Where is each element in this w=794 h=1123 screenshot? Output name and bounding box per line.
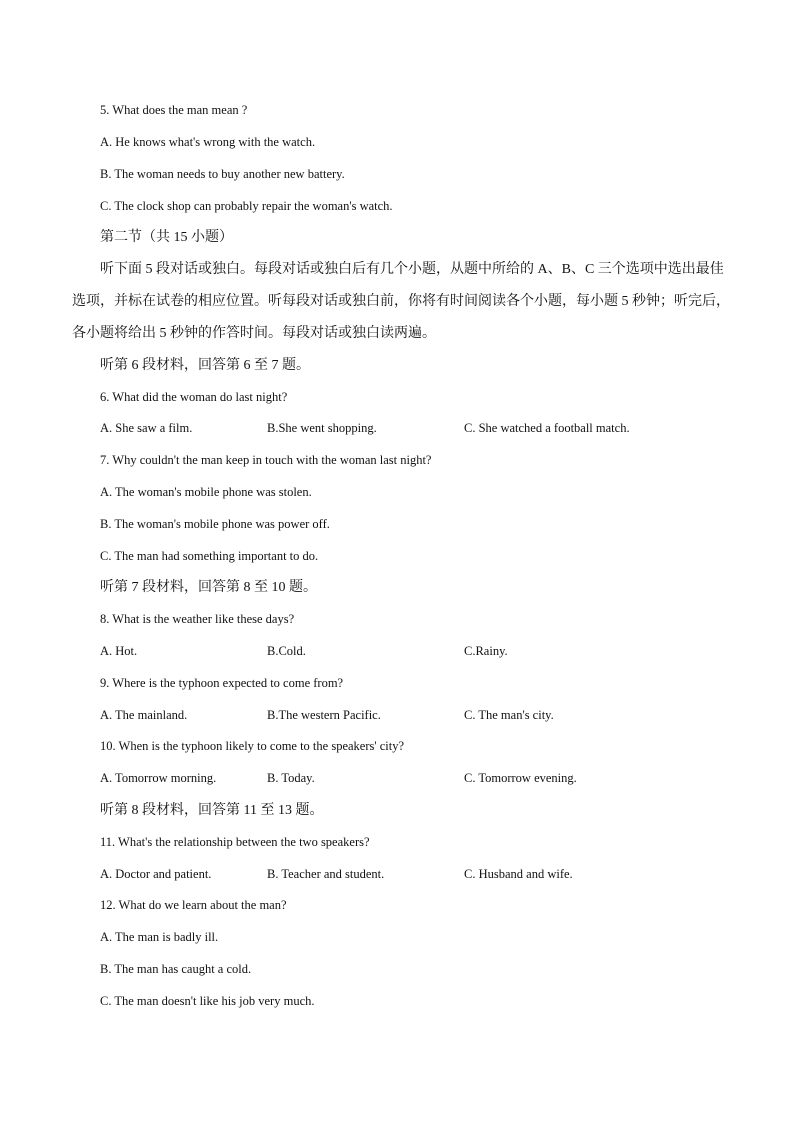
q9-option-a: A. The mainland. [100,708,188,722]
q5-option-c: C. The clock shop can probably repair the woman's watch. [100,199,393,213]
q8-option-c: C.Rainy. [464,644,508,658]
q7-option-a: A. The woman's mobile phone was stolen. [100,485,312,499]
q12-question: 12. What do we learn about the man? [100,898,287,912]
section2-instructions-line2: 选项，并标在试卷的相应位置。听每段对话或独白前，你将有时间阅读各个小题，每小题 5 秒钟；听完后， [72,294,730,309]
q9-option-c: C. The man's city. [464,708,554,722]
q7-option-c: C. The man had something important to do. [100,549,319,563]
q5-option-b: B. The woman needs to buy another new battery. [100,167,345,181]
material8-heading: 听第 8 段材料，回答第 11 至 13 题。 [100,803,324,818]
q11-option-c: C. Husband and wife. [464,867,573,881]
q12-option-c: C. The man doesn't like his job very much. [100,994,315,1008]
q12-option-a: A. The man is badly ill. [100,930,219,944]
q6-option-c: C. She watched a football match. [464,421,630,435]
q6-option-b: B.She went shopping. [267,421,377,435]
q9-option-b: B.The western Pacific. [267,708,381,722]
q5-question: 5. What does the man mean ? [100,103,248,117]
q6-question: 6. What did the woman do last night? [100,390,288,404]
section2-instructions-line1: 听下面 5 段对话或独白。每段对话或独白后有几个小题，从题中所给的 A、B、C 三个选项中选出最佳 [100,262,724,277]
q7-question: 7. Why couldn't the man keep in touch with the woman last night? [100,453,432,467]
q11-question: 11. What's the relationship between the two speakers? [100,835,370,849]
q7-option-b: B. The woman's mobile phone was power off. [100,517,330,531]
q10-question: 10. When is the typhoon likely to come to the speakers' city? [100,739,405,753]
q8-option-b: B.Cold. [267,644,306,658]
q12-option-b: B. The man has caught a cold. [100,962,252,976]
q10-option-b: B. Today. [267,771,315,785]
q8-question: 8. What is the weather like these days? [100,612,295,626]
material7-heading: 听第 7 段材料，回答第 8 至 10 题。 [100,580,317,595]
q9-question: 9. Where is the typhoon expected to come from? [100,676,344,690]
section2-title: 第二节（共 15 小题） [100,230,233,245]
q11-option-a: A. Doctor and patient. [100,867,212,881]
q10-option-c: C. Tomorrow evening. [464,771,577,785]
q11-option-b: B. Teacher and student. [267,867,385,881]
material6-heading: 听第 6 段材料，回答第 6 至 7 题。 [100,358,310,373]
section2-instructions-line3: 各小题将给出 5 秒钟的作答时间。每段对话或独白读两遍。 [72,326,436,341]
q8-option-a: A. Hot. [100,644,138,658]
q10-option-a: A. Tomorrow morning. [100,771,217,785]
q6-option-a: A. She saw a film. [100,421,193,435]
q5-option-a: A. He knows what's wrong with the watch. [100,135,316,149]
